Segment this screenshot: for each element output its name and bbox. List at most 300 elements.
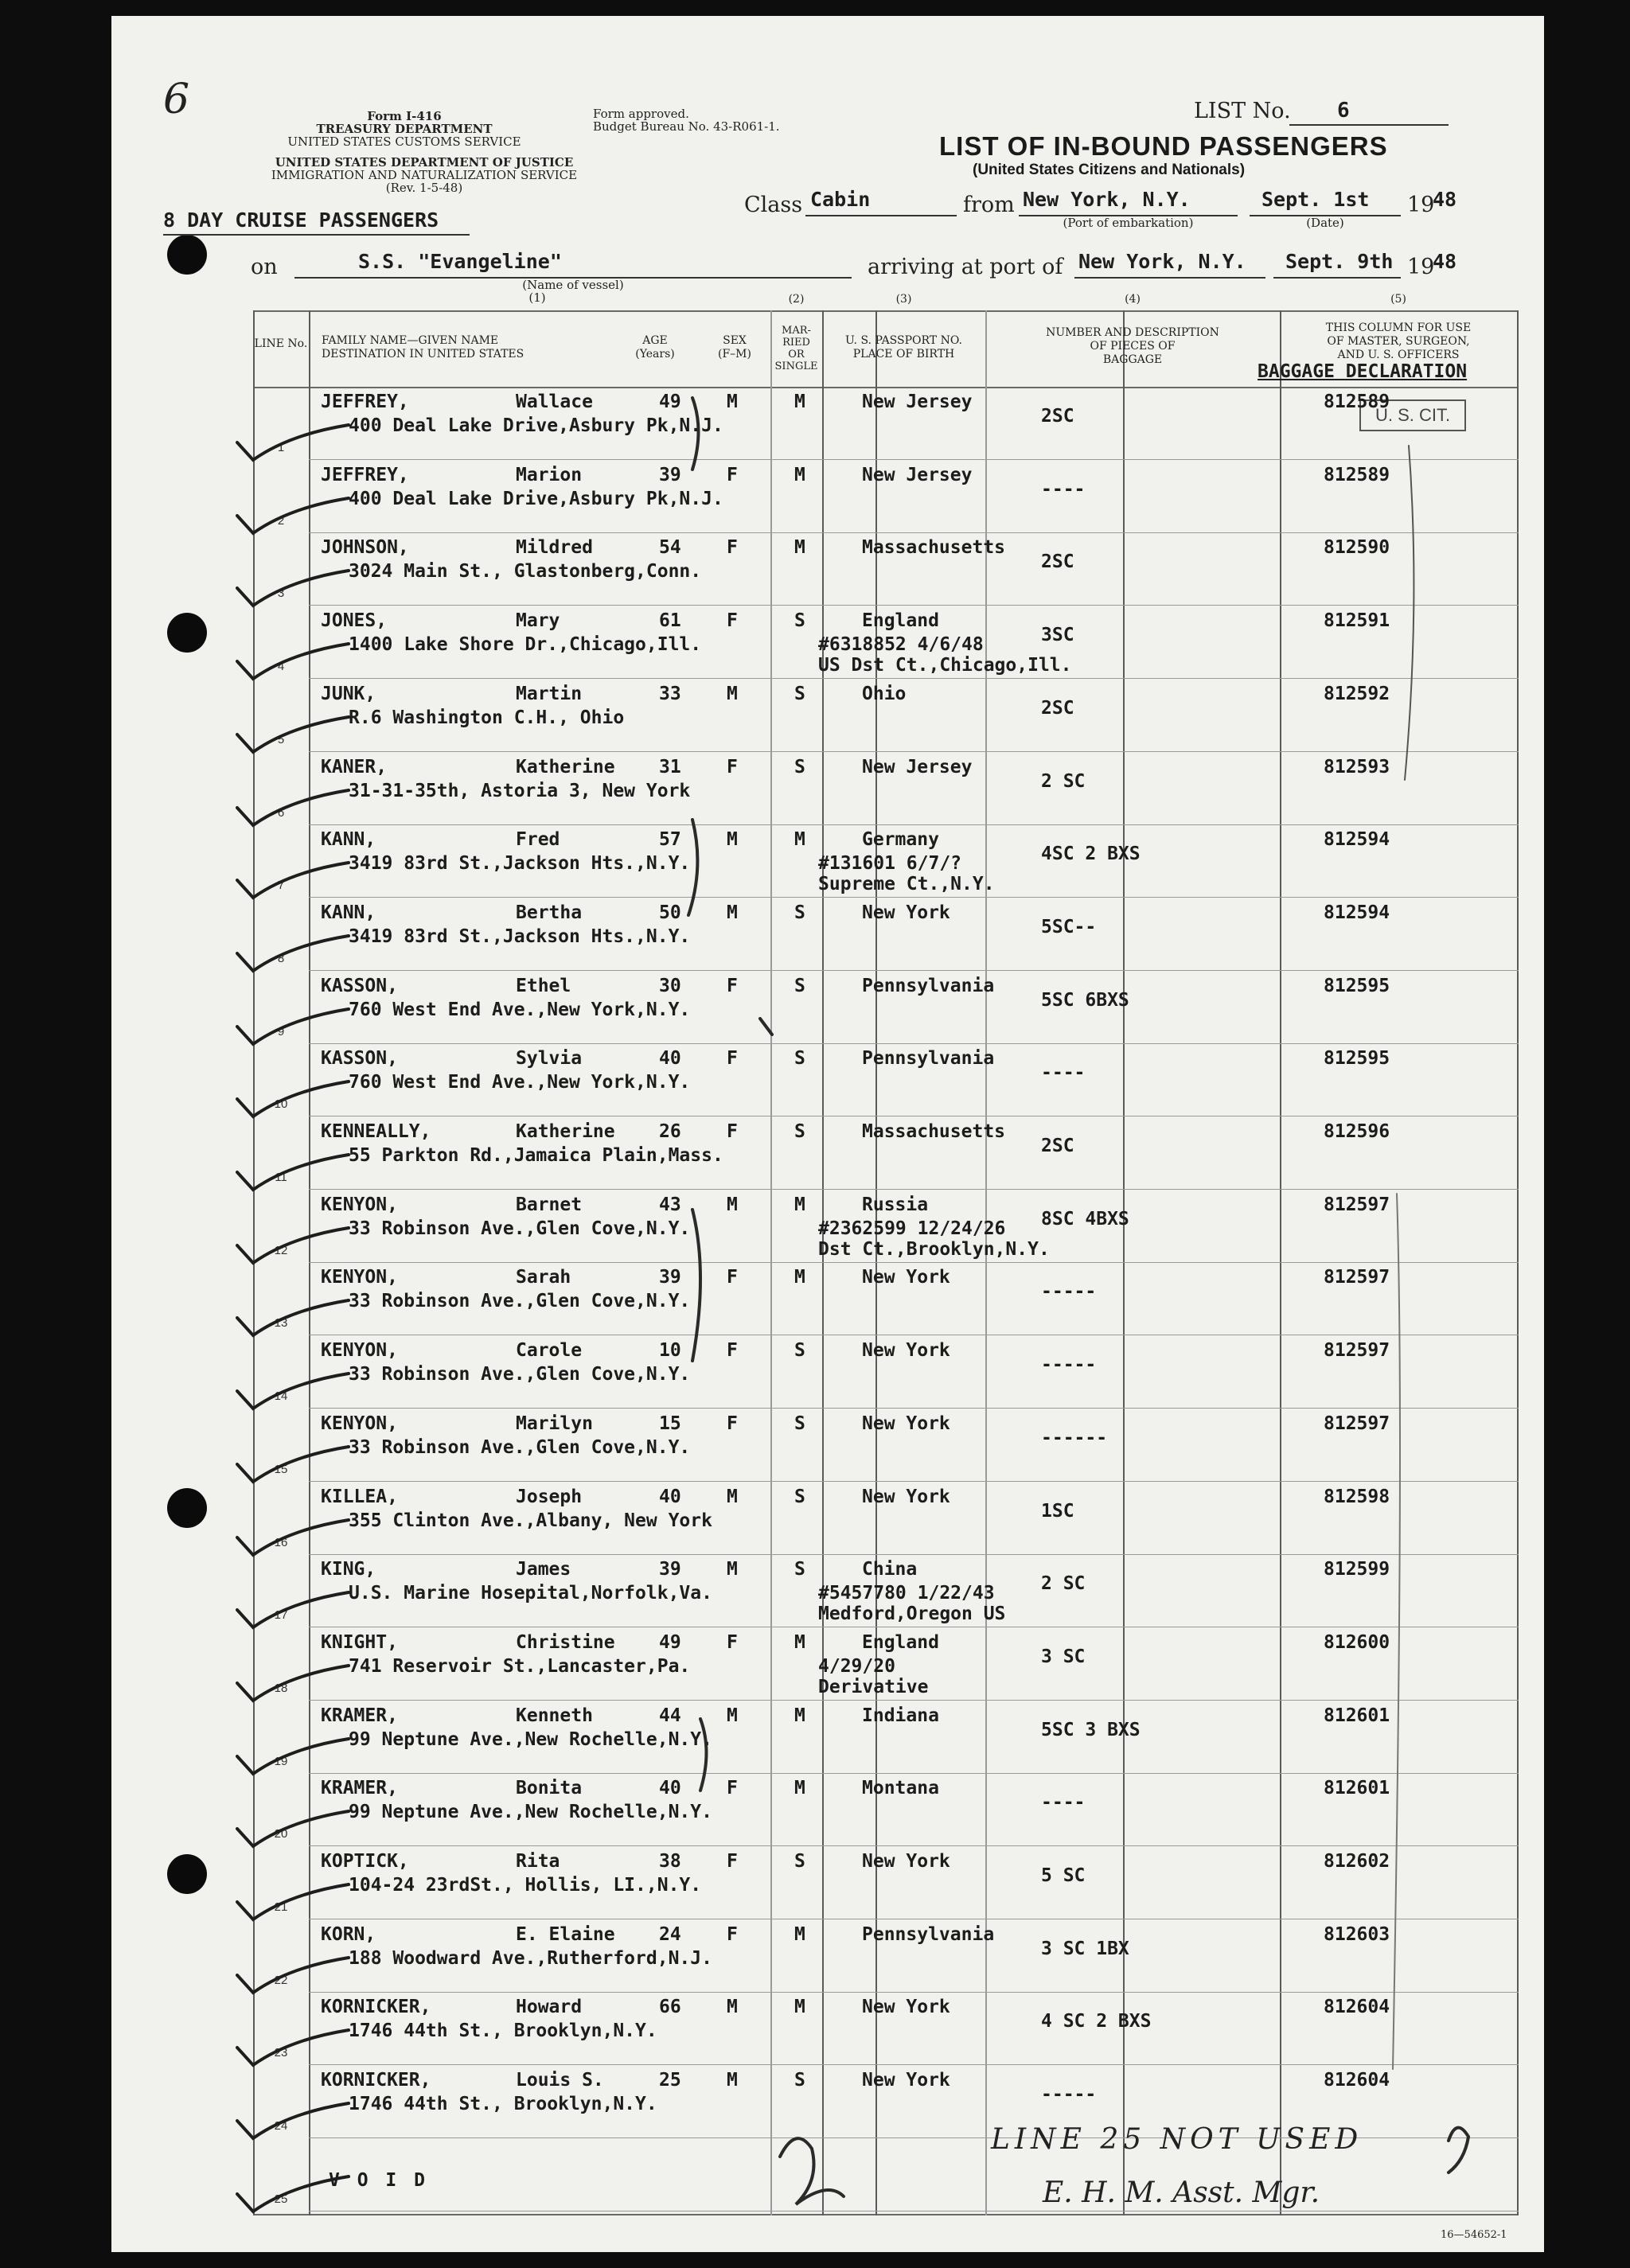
declaration-no: 812596 [1324, 1121, 1390, 1142]
marital-status: S [794, 756, 805, 777]
age: 40 [659, 1048, 681, 1070]
declaration-no: 812591 [1324, 610, 1390, 632]
place-of-birth: New York [862, 1267, 950, 1288]
line-number: 21 [274, 1900, 288, 1914]
cruise-heading: 8 DAY CRUISE PASSENGERS [163, 208, 439, 232]
class-value: Cabin [810, 188, 871, 211]
passport-no: #2362599 12/24/26 [818, 1218, 1006, 1239]
line-number: 23 [274, 2046, 288, 2060]
passport-issuer: Dst Ct.,Brooklyn,N.Y. [818, 1238, 1050, 1260]
year-value: 48 [1433, 188, 1457, 211]
destination: 31-31-35th, Astoria 3, New York [349, 780, 691, 801]
passport-issuer: Medford,Oregon US [818, 1604, 1006, 1625]
place-of-birth: Ohio [862, 683, 907, 704]
place-of-birth: New York [862, 2070, 950, 2091]
destination: 400 Deal Lake Drive,Asbury Pk,N.J. [349, 415, 723, 436]
us-citizen-stamp: U. S. CIT. [1359, 399, 1466, 431]
form-number: Form I-416 [367, 109, 442, 123]
marital-status: S [794, 1486, 805, 1507]
family-name: KRAMER, [321, 1705, 398, 1726]
given-name: E. Elaine [516, 1923, 615, 1945]
marital-status: M [794, 1194, 805, 1215]
col-5-caption: (5) [1390, 293, 1406, 306]
col-sex: SEX (F–M) [718, 334, 751, 360]
family-name: KASSON, [321, 975, 398, 996]
baggage-declaration-heading: BAGGAGE DECLARATION [1258, 361, 1468, 382]
family-name: KILLEA, [321, 1486, 398, 1507]
place-of-birth: Massachusetts [862, 537, 1006, 559]
given-name: Katherine [516, 756, 615, 777]
given-name: Rita [516, 1851, 560, 1872]
given-name: Mary [516, 610, 560, 632]
given-name: Carole [516, 1340, 583, 1362]
passport-no: #5457780 1/22/43 [818, 1583, 995, 1604]
sex: F [727, 1851, 738, 1872]
sex: F [727, 464, 738, 485]
arriving-label: arriving at port of [868, 255, 1063, 279]
line-number: 1 [277, 441, 285, 454]
declaration-no: 812595 [1324, 1048, 1390, 1070]
marital-status: M [794, 1267, 805, 1288]
dept-immigration: IMMIGRATION AND NATURALIZATION SERVICE [271, 168, 578, 182]
given-name: Ethel [516, 975, 571, 996]
declaration-no: 812603 [1324, 1923, 1390, 1945]
sex: F [727, 1413, 738, 1434]
age: 66 [659, 1997, 681, 2018]
age: 50 [659, 902, 681, 923]
destination: 760 West End Ave.,New York,N.Y. [349, 999, 691, 1020]
passport-no: #131601 6/7/? [818, 853, 962, 875]
baggage-pieces: 2SC [1041, 1136, 1074, 1156]
given-name: Joseph [516, 1486, 583, 1507]
col-name: FAMILY NAME—GIVEN NAME DESTINATION IN UNITED STATES [322, 334, 524, 360]
declaration-no: 812594 [1324, 902, 1390, 923]
marital-status: S [794, 1413, 805, 1434]
line-number: 14 [274, 1389, 288, 1404]
family-name: KORN, [321, 1923, 376, 1945]
list-no-value: 6 [1337, 99, 1350, 123]
baggage-pieces: 4SC 2 BXS [1041, 844, 1141, 865]
line-number: 6 [277, 805, 285, 820]
declaration-no: 812602 [1324, 1851, 1390, 1872]
destination: 1746 44th St., Brooklyn,N.Y. [349, 2094, 657, 2115]
col-age: AGE (Years) [635, 334, 675, 360]
sex: F [727, 975, 738, 996]
line-number: 2 [277, 513, 285, 528]
place-of-birth: Massachusetts [862, 1121, 1006, 1142]
dept-customs: UNITED STATES CUSTOMS SERVICE [287, 134, 521, 149]
revision: (Rev. 1-5-48) [385, 181, 463, 195]
place-of-birth: New York [862, 1413, 950, 1434]
marital-status: S [794, 975, 805, 996]
passport-no: #6318852 4/6/48 [818, 634, 984, 656]
place-of-birth: Pennsylvania [862, 1923, 995, 1945]
age: 26 [659, 1121, 681, 1142]
given-name: Louis S. [516, 2070, 604, 2091]
arrival-port: New York, N.Y. [1078, 250, 1246, 273]
destination: 55 Parkton Rd.,Jamaica Plain,Mass. [349, 1145, 723, 1166]
declaration-no: 812597 [1324, 1194, 1390, 1215]
baggage-pieces: 2SC [1041, 697, 1074, 719]
destination: U.S. Marine Hosepital,Norfolk,Va. [349, 1583, 712, 1604]
col-2-caption: (2) [788, 293, 805, 306]
dept-treasury: TREASURY DEPARTMENT [316, 122, 493, 136]
family-name: JUNK, [321, 683, 376, 704]
line-number: 11 [275, 1171, 287, 1184]
marital-status: M [794, 1923, 805, 1945]
arrival-date: Sept. 9th [1285, 250, 1394, 273]
form-approved: Form approved. [593, 107, 689, 121]
col-married: MAR- RIED OR SINGLE [774, 325, 818, 372]
marital-status: S [794, 1851, 805, 1872]
destination: 104-24 23rdSt., Hollis, LI.,N.Y. [349, 1875, 702, 1896]
passport-issuer: Supreme Ct.,N.Y. [818, 874, 995, 895]
baggage-pieces: ---- [1041, 1062, 1086, 1084]
year2-value: 48 [1433, 250, 1457, 273]
age: 49 [659, 1631, 681, 1653]
marital-status: S [794, 1048, 805, 1070]
family-name: KANN, [321, 829, 376, 851]
place-of-birth: New Jersey [862, 464, 973, 485]
marital-status: M [794, 1778, 805, 1799]
marital-status: S [794, 610, 805, 632]
declaration-no: 812600 [1324, 1631, 1390, 1653]
sex: F [727, 1267, 738, 1288]
given-name: Bonita [516, 1778, 583, 1799]
marital-status: M [794, 1705, 805, 1726]
family-name: KENYON, [321, 1340, 398, 1362]
sex: F [727, 1340, 738, 1362]
line-number: 24 [274, 2119, 288, 2134]
declaration-no: 812597 [1324, 1413, 1390, 1434]
sex: M [727, 1194, 738, 1215]
sex: M [727, 829, 738, 851]
declaration-no: 812589 [1324, 392, 1390, 412]
age: 61 [659, 610, 681, 632]
year2-prefix: 19 [1407, 255, 1435, 279]
given-name: James [516, 1559, 571, 1580]
baggage-pieces: 3SC [1041, 625, 1074, 646]
given-name: Sarah [516, 1267, 571, 1288]
family-name: KENYON, [321, 1267, 398, 1288]
col1-caption: (1) [528, 290, 546, 305]
given-name: Marion [516, 464, 583, 485]
family-name: JEFFREY, [321, 464, 409, 485]
sex: M [727, 1486, 738, 1507]
family-name: KASSON, [321, 1048, 398, 1070]
place-of-birth: Russia [862, 1194, 929, 1215]
col-4-caption: (4) [1125, 293, 1141, 306]
declaration-no: 812597 [1324, 1267, 1390, 1288]
declaration-no: 812597 [1324, 1340, 1390, 1362]
departure-date: Sept. 1st [1261, 188, 1370, 211]
baggage-pieces: ------ [1041, 1427, 1108, 1448]
age: 49 [659, 392, 681, 412]
given-name: Katherine [516, 1121, 615, 1142]
destination: 1400 Lake Shore Dr.,Chicago,Ill. [349, 634, 702, 656]
destination: 33 Robinson Ave.,Glen Cove,N.Y. [349, 1291, 691, 1312]
baggage-pieces: 4 SC 2 BXS [1041, 2011, 1152, 2032]
col-baggage: NUMBER AND DESCRIPTION OF PIECES OF BAGGAGE [1046, 326, 1219, 366]
baggage-pieces: 2SC [1041, 406, 1074, 427]
sex: M [727, 1559, 738, 1580]
line-number: 7 [277, 879, 285, 893]
destination: 33 Robinson Ave.,Glen Cove,N.Y. [349, 1364, 691, 1385]
declaration-no: 812604 [1324, 2070, 1390, 2091]
line-number: 8 [277, 951, 285, 965]
age: 44 [659, 1705, 681, 1726]
vessel-name: S.S. "Evangeline" [358, 250, 562, 273]
family-name: KANER, [321, 756, 388, 777]
sex: F [727, 537, 738, 559]
age: 15 [659, 1413, 681, 1434]
line-number: 9 [277, 1024, 285, 1039]
line-number: 10 [274, 1097, 288, 1112]
place-of-birth: England [862, 1631, 939, 1653]
given-name: Barnet [516, 1194, 583, 1215]
age: 30 [659, 975, 681, 996]
marital-status: M [794, 1631, 805, 1653]
sex: F [727, 1048, 738, 1070]
from-label: from [963, 193, 1015, 217]
baggage-pieces: 2 SC [1041, 1573, 1086, 1595]
declaration-no: 812601 [1324, 1705, 1390, 1726]
budget-bureau: Budget Bureau No. 43-R061-1. [593, 119, 780, 134]
baggage-pieces: ----- [1041, 1354, 1097, 1376]
sex: F [727, 756, 738, 777]
sex: M [727, 902, 738, 923]
declaration-no: 812598 [1324, 1486, 1390, 1507]
line-number: 18 [274, 1681, 288, 1695]
destination: 33 Robinson Ave.,Glen Cove,N.Y. [349, 1436, 691, 1458]
line-number: 22 [274, 1973, 288, 1987]
age: 40 [659, 1486, 681, 1507]
declaration-no: 812604 [1324, 1997, 1390, 2018]
place-of-birth: New York [862, 1486, 950, 1507]
col-passport: U. S. PASSPORT NO. PLACE OF BIRTH [845, 334, 962, 360]
destination: 3419 83rd St.,Jackson Hts.,N.Y. [349, 926, 691, 947]
place-of-birth: New York [862, 1997, 950, 2018]
destination: 1746 44th St., Brooklyn,N.Y. [349, 2021, 657, 2042]
page-title: LIST OF IN-BOUND PASSENGERS [939, 131, 1388, 161]
place-of-birth: Montana [862, 1778, 939, 1799]
given-name: Wallace [516, 392, 593, 412]
marital-status: M [794, 829, 805, 851]
sex: F [727, 1778, 738, 1799]
sex: F [727, 1631, 738, 1653]
age: 24 [659, 1923, 681, 1945]
line-number: 13 [274, 1316, 288, 1331]
family-name: KRAMER, [321, 1778, 398, 1799]
line-number: 5 [277, 732, 285, 746]
declaration-no: 812594 [1324, 829, 1390, 851]
baggage-pieces: 2SC [1041, 551, 1074, 573]
sex: F [727, 610, 738, 632]
line-number: 16 [274, 1535, 288, 1549]
marital-status: M [794, 1997, 805, 2018]
family-name: KING, [321, 1559, 376, 1580]
given-name: Sylvia [516, 1048, 583, 1070]
age: 25 [659, 2070, 681, 2091]
port-caption: (Port of embarkation) [1063, 216, 1194, 230]
family-name: KORNICKER, [321, 1997, 431, 2018]
age: 40 [659, 1778, 681, 1799]
vessel-caption: (Name of vessel) [522, 278, 624, 292]
sex: F [727, 1923, 738, 1945]
baggage-pieces: 5SC 6BXS [1041, 989, 1129, 1011]
family-name: JOHNSON, [321, 537, 409, 559]
baggage-pieces: 2 SC [1041, 770, 1086, 792]
baggage-pieces: ----- [1041, 1281, 1097, 1303]
baggage-pieces: 5SC 3 BXS [1041, 1719, 1141, 1740]
destination: 3024 Main St., Glastonberg,Conn. [349, 561, 702, 583]
age: 10 [659, 1340, 681, 1362]
destination: 355 Clinton Ave.,Albany, New York [349, 1510, 712, 1531]
baggage-pieces: 3 SC [1041, 1646, 1086, 1667]
line-number: 17 [274, 1608, 288, 1623]
destination: 760 West End Ave.,New York,N.Y. [349, 1072, 691, 1093]
place-of-birth: New York [862, 902, 950, 923]
top-mark: 6 [163, 76, 190, 123]
baggage-pieces: ---- [1041, 1792, 1086, 1814]
baggage-pieces: ----- [1041, 2084, 1097, 2106]
destination: 741 Reservoir St.,Lancaster,Pa. [349, 1655, 691, 1677]
age: 39 [659, 1267, 681, 1288]
family-name: KORNICKER, [321, 2070, 431, 2091]
from-value: New York, N.Y. [1023, 188, 1191, 211]
declaration-no: 812601 [1324, 1778, 1390, 1799]
age: 57 [659, 829, 681, 851]
family-name: V O I D [329, 2169, 428, 2191]
given-name: Mildred [516, 537, 593, 559]
declaration-no: 812599 [1324, 1559, 1390, 1580]
age: 33 [659, 683, 681, 704]
age: 54 [659, 537, 681, 559]
given-name: Christine [516, 1631, 615, 1653]
given-name: Kenneth [516, 1705, 593, 1726]
marital-status: M [794, 464, 805, 485]
age: 31 [659, 756, 681, 777]
list-no-label: LIST No. [1194, 99, 1291, 123]
line-number: 4 [277, 660, 285, 674]
declaration-no: 812589 [1324, 464, 1390, 485]
declaration-no: 812595 [1324, 975, 1390, 996]
family-name: KENYON, [321, 1194, 398, 1215]
place-of-birth: Pennsylvania [862, 975, 995, 996]
passport-issuer: Derivative [818, 1676, 929, 1697]
given-name: Fred [516, 829, 560, 851]
place-of-birth: Germany [862, 829, 939, 851]
page-subtitle: (United States Citizens and Nationals) [973, 162, 1246, 178]
sex: M [727, 392, 738, 412]
family-name: KENNEALLY, [321, 1121, 431, 1142]
family-name: KNIGHT, [321, 1631, 398, 1653]
col-line-no: LINE No. [254, 337, 308, 350]
on-label: on [251, 255, 278, 279]
destination: 99 Neptune Ave.,New Rochelle,N.Y. [349, 1728, 712, 1750]
place-of-birth: China [862, 1559, 918, 1580]
destination: 99 Neptune Ave.,New Rochelle,N.Y. [349, 1802, 712, 1823]
age: 39 [659, 464, 681, 485]
family-name: KOPTICK, [321, 1851, 409, 1872]
col-3-caption: (3) [895, 293, 912, 306]
line-number: 15 [274, 1462, 288, 1476]
line-number: 20 [274, 1827, 288, 1841]
place-of-birth: New York [862, 1851, 950, 1872]
class-label: Class [744, 193, 803, 217]
destination: R.6 Washington C.H., Ohio [349, 707, 625, 728]
family-name: JEFFREY, [321, 392, 409, 412]
form-code: 16—54652-1 [1441, 2229, 1507, 2241]
given-name: Marilyn [516, 1413, 593, 1434]
age: 43 [659, 1194, 681, 1215]
year-prefix: 19 [1407, 193, 1435, 217]
given-name: Martin [516, 683, 583, 704]
line-number: 3 [277, 586, 285, 601]
sex: M [727, 1705, 738, 1726]
age: 38 [659, 1851, 681, 1872]
place-of-birth: Pennsylvania [862, 1048, 995, 1070]
sex: F [727, 1121, 738, 1142]
marital-status: S [794, 1559, 805, 1580]
destination: 188 Woodward Ave.,Rutherford,N.J. [349, 1947, 712, 1969]
marital-status: M [794, 392, 805, 412]
marital-status: S [794, 683, 805, 704]
destination: 3419 83rd St.,Jackson Hts.,N.Y. [349, 853, 691, 875]
place-of-birth: England [862, 610, 939, 632]
family-name: KANN, [321, 902, 376, 923]
declaration-no: 812590 [1324, 537, 1390, 559]
date-caption: (Date) [1306, 216, 1344, 230]
officer-signature: E. H. M. Asst. Mgr. [1043, 2176, 1320, 2209]
destination: 400 Deal Lake Drive,Asbury Pk,N.J. [349, 488, 723, 509]
passport-no: 4/29/20 [818, 1655, 895, 1677]
col-officers: THIS COLUMN FOR USE OF MASTER, SURGEON, AND U. S. OFFICERS [1325, 321, 1472, 361]
baggage-pieces: 8SC 4BXS [1041, 1208, 1129, 1229]
baggage-pieces: ---- [1041, 478, 1086, 500]
baggage-pieces: 5SC-- [1041, 916, 1097, 937]
baggage-pieces: 3 SC 1BX [1041, 1938, 1129, 1959]
given-name: Howard [516, 1997, 583, 2018]
line-number: 25 [274, 2192, 288, 2206]
marital-status: M [794, 537, 805, 559]
line25-note: LINE 25 NOT USED [991, 2123, 1363, 2156]
dept-justice: UNITED STATES DEPARTMENT OF JUSTICE [275, 155, 574, 170]
declaration-no: 812593 [1324, 756, 1390, 777]
destination: 33 Robinson Ave.,Glen Cove,N.Y. [349, 1218, 691, 1239]
marital-status: S [794, 1121, 805, 1142]
marital-status: S [794, 2070, 805, 2091]
line-number: 19 [274, 1754, 288, 1768]
family-name: KENYON, [321, 1413, 398, 1434]
baggage-pieces: 5 SC [1041, 1865, 1086, 1886]
place-of-birth: Indiana [862, 1705, 939, 1726]
marital-status: S [794, 902, 805, 923]
age: 39 [659, 1559, 681, 1580]
place-of-birth: New Jersey [862, 392, 973, 412]
sex: M [727, 2070, 738, 2091]
line-number: 12 [274, 1243, 288, 1257]
declaration-no: 812592 [1324, 683, 1390, 704]
place-of-birth: New York [862, 1340, 950, 1362]
sex: M [727, 683, 738, 704]
baggage-pieces: 1SC [1041, 1500, 1074, 1522]
family-name: JONES, [321, 610, 388, 632]
given-name: Bertha [516, 902, 583, 923]
place-of-birth: New Jersey [862, 756, 973, 777]
marital-status: S [794, 1340, 805, 1362]
passport-issuer: US Dst Ct.,Chicago,Ill. [818, 655, 1072, 676]
